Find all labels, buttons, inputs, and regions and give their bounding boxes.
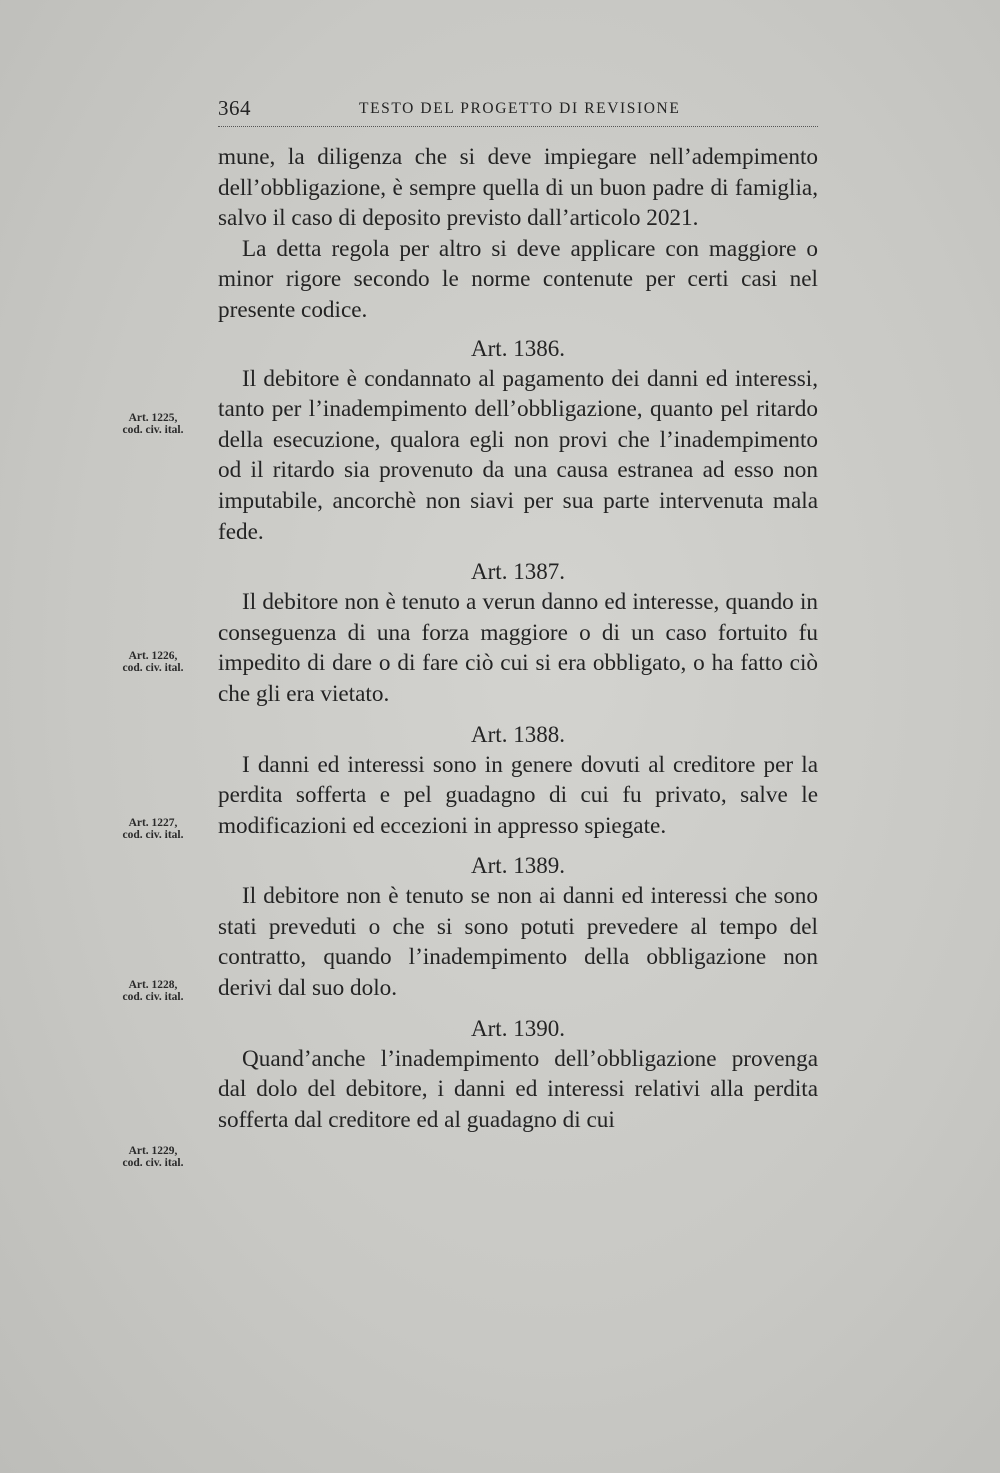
- article-text-1387: Il debitore non è tenuto a verun danno ed interesse, quando in conseguenza di una forza maggiore o di un caso fortuito fu impedito di dare o di fare ciò cui si era obbligato, o ha fatto ciò che gli era vietato.: [218, 589, 818, 707]
- article-text-1389: Il debitore non è tenuto se non ai danni ed interessi che sono stati preveduti o che si sono potuti prevedere al tempo del contratto, quando l’inadempimento della obbligazione non derivi dal suo dolo.: [218, 883, 818, 1002]
- header-rule: [218, 126, 818, 127]
- article-text-1388: I danni ed interessi sono in genere dovuti al creditore per la perdita sofferta e pel guadagno di cui fu privato, salve le modificazioni ed eccezioni in appresso spiegate.: [218, 751, 818, 839]
- running-title: TESTO DEL PROGETTO DI REVISIONE: [359, 100, 681, 117]
- margin-note-line: Art. 1227,: [128, 817, 178, 829]
- margin-note-line: cod. civ. ital.: [122, 829, 184, 841]
- page-header: [218, 96, 818, 126]
- margin-note-line: Art. 1228,: [128, 979, 178, 991]
- article-heading-1388: Art. 1388.: [471, 721, 565, 747]
- article-heading-1386: Art. 1386.: [471, 335, 565, 361]
- article-heading-1387: Art. 1387.: [471, 559, 565, 585]
- margin-note-art-1226: [98, 650, 208, 674]
- article-text-1390: Quand’anche l’inadempimento dell’obbligazione provenga dal dolo del debitore, i danni ed interessi relativi alla perdita sofferta dal creditore ed al guadagno di cui: [218, 1045, 818, 1133]
- page-number: 364: [218, 96, 251, 120]
- margin-note-art-1228: [98, 979, 208, 1003]
- article-heading-1390: Art. 1390.: [471, 1015, 565, 1041]
- margin-note-line: Art. 1225,: [128, 412, 178, 424]
- margin-note-line: cod. civ. ital.: [122, 1157, 184, 1169]
- intro-paragraph-continuation: mune, la diligenza che si deve impiegare nell’adempimento dell’obbligazione, è sempre quella di un buon padre di famiglia, salvo il caso di deposito previsto dall’articolo 2021.: [218, 144, 818, 232]
- margin-note-art-1229: [98, 1145, 208, 1169]
- body-text: [218, 142, 818, 1135]
- margin-note-art-1225: [98, 412, 208, 436]
- margin-note-line: cod. civ. ital.: [122, 424, 184, 436]
- intro-paragraph: La detta regola per altro si deve applicare con maggiore o minor rigore secondo le norme contenute per certi casi nel presente codice.: [218, 235, 818, 323]
- margin-note-line: Art. 1226,: [128, 650, 178, 662]
- margin-note-art-1227: [98, 817, 208, 841]
- article-text-1386: Il debitore è condannato al pagamento dei danni ed interessi, tanto per l’inadempimento dell’obbligazione, quanto pel ritardo della esecuzione, qualora egli non provi che l’inadempimento od il ritardo sia provenuto da una causa estranea ad esso non imputabile, ancorchè non siavi per sua parte intervenuta mala fede.: [218, 365, 818, 545]
- margin-note-line: cod. civ. ital.: [122, 991, 184, 1003]
- article-heading-1389: Art. 1389.: [471, 853, 565, 879]
- margin-note-line: Art. 1229,: [128, 1145, 178, 1157]
- margin-note-line: cod. civ. ital.: [122, 662, 184, 674]
